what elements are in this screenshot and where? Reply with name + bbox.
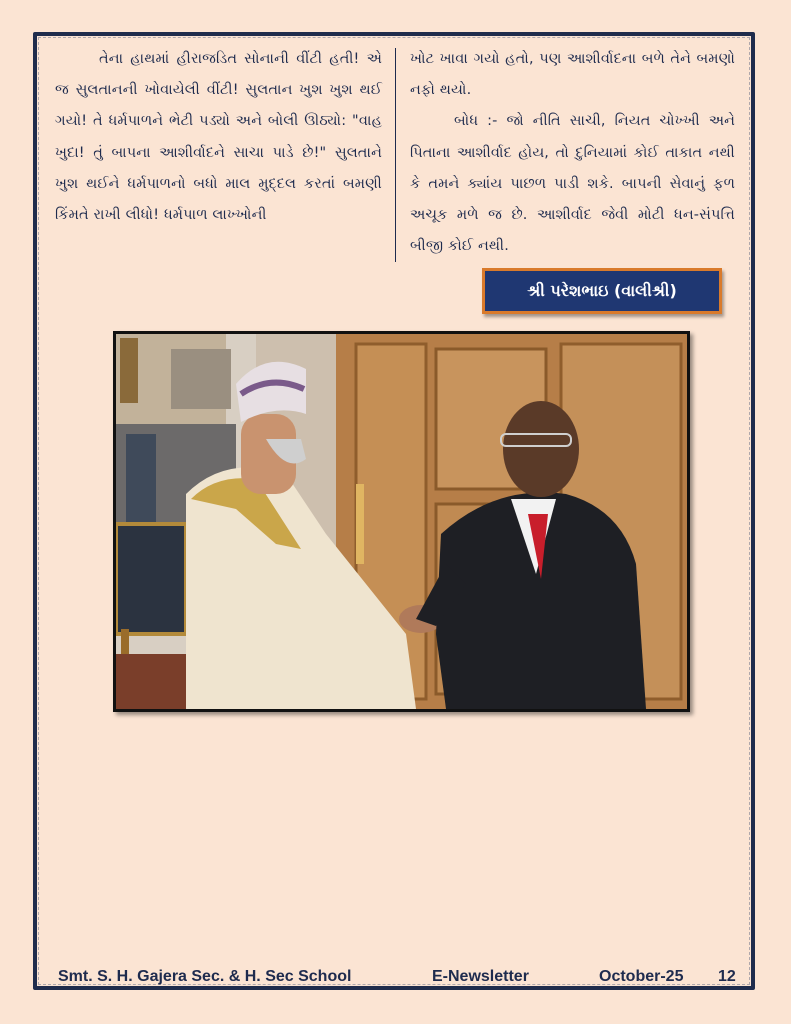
moral-paragraph: બોધ :- જો નીતિ સાચી, નિયત ચોખ્ખી અને પિતાના આશીર્વાદ હોય, તો દુનિયામાં કોઈ તાકાત નથી કે તમને ક્યાંય પાછળ પાડી શકે. બાપની સેવાનું ફળ અચૂક મળે જ છે. આશીર્વાદ જેવી મોટી ધન-સંપત્તિ બીજી કોઈ નથી.: [410, 113, 735, 255]
column-divider: [395, 48, 396, 262]
footer-issue: October-25: [599, 968, 684, 985]
article-left-column: [55, 44, 382, 231]
footer-publication: E-Newsletter: [432, 968, 529, 985]
footer-school-name: Smt. S. H. Gajera Sec. & H. Sec School: [58, 968, 352, 985]
article-paragraph: તેના હાથમાં હીરાજડિત સોનાની વીંટી હતી! એ જ સુલતાનની ખોવાયેલી વીંટી! સુલતાન ખુશ ખુશ થઈ ગયો! તે ધર્મપાળને ભેટી પડ્યો અને બોલી ઊઠ્યો: "વાહ ખુદા! તું બાપના આશીર્વાદને સાચા પાડે છે!" સુલતાને ખુશ થઈને ધર્મપાળનો બધો માલ મુદ્દલ કરતાં બમણી કિંમતે રાખી લીધો! ધર્મપાળ લાખ્ખોની: [55, 51, 382, 224]
author-name: શ્રી પરેશભાઇ (વાલીશ્રી): [527, 281, 677, 300]
article-right-column: [410, 44, 735, 262]
author-signature-box: [482, 268, 722, 314]
article-paragraph: ખોટ ખાવા ગયો હતો, પણ આશીર્વાદના બળે તેને બમણો નફો થયો.: [410, 51, 735, 99]
article-photo: [113, 331, 690, 712]
handshake-photo-illustration: [116, 334, 687, 709]
footer-page-number: 12: [718, 968, 736, 985]
